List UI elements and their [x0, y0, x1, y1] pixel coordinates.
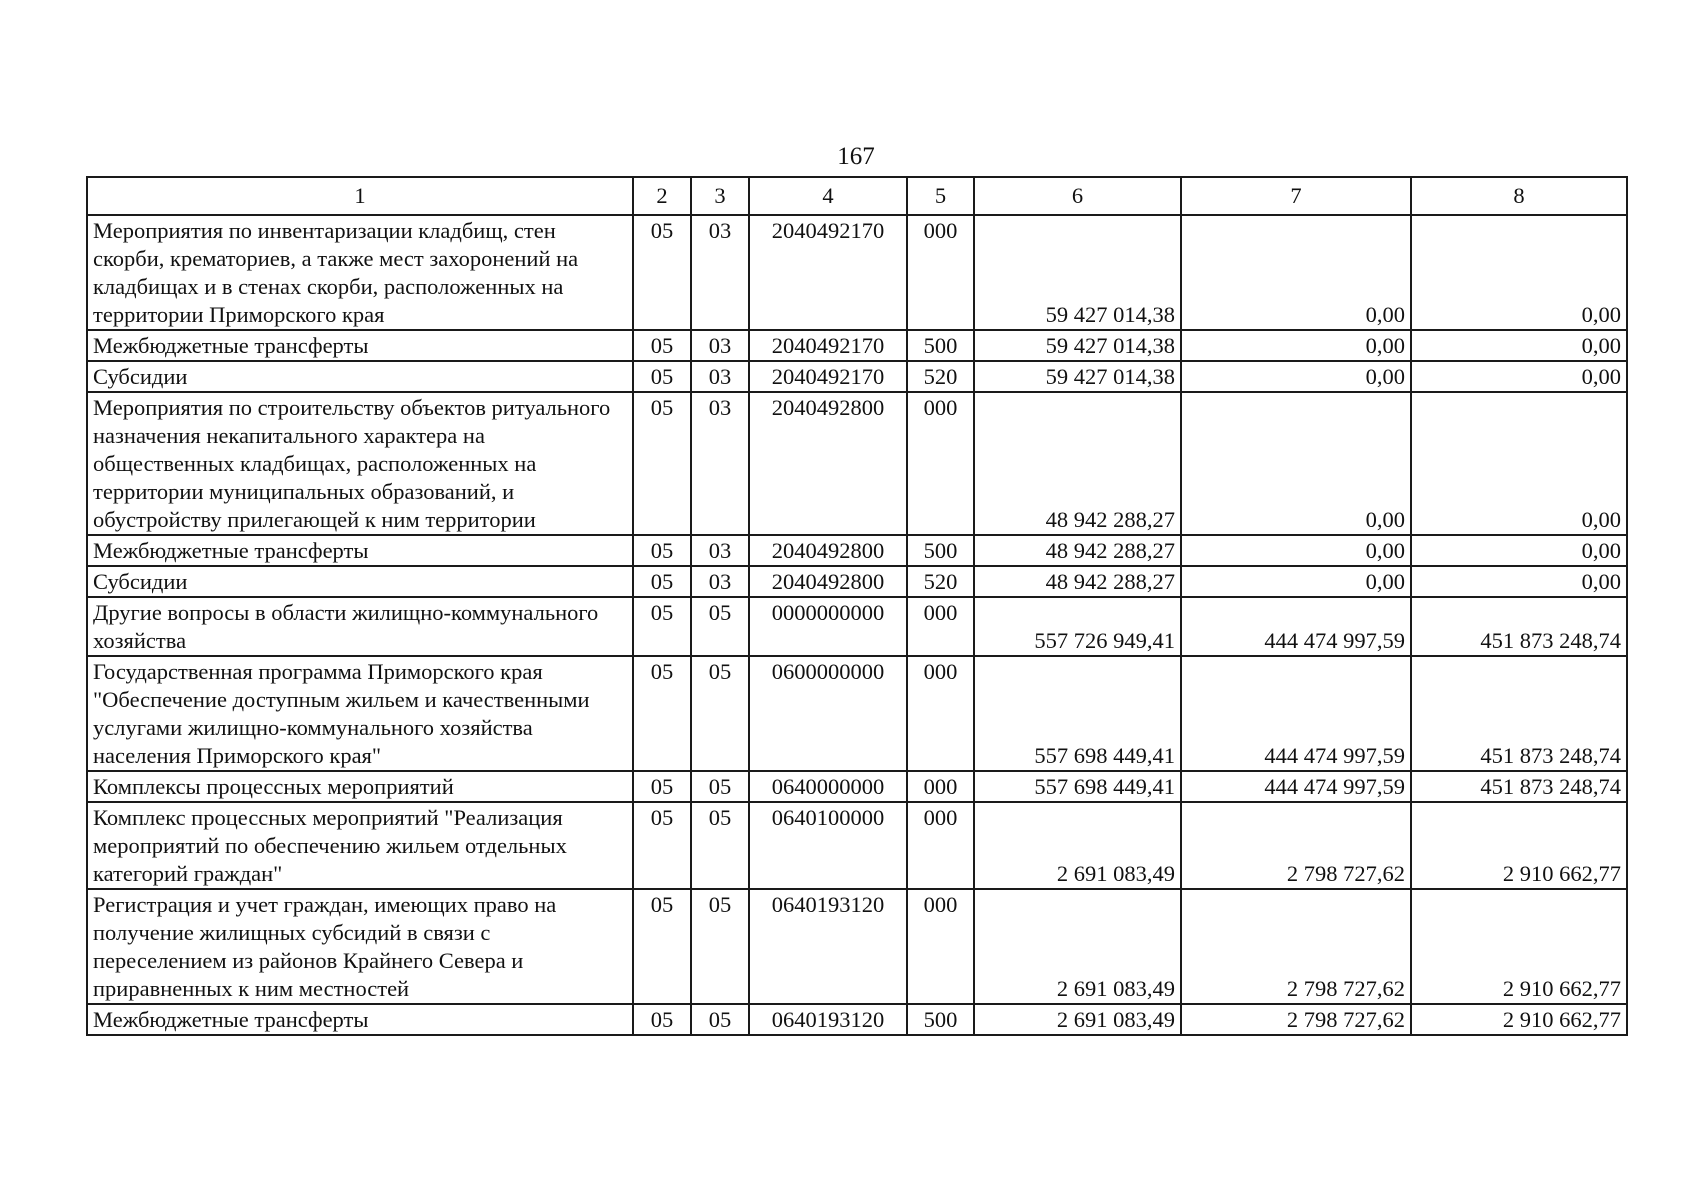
amount-col8: 0,00: [1411, 330, 1627, 361]
section-code: 05: [633, 566, 691, 597]
page-number: 167: [837, 143, 875, 170]
table-row: [87, 1004, 1627, 1035]
amount-col6: 48 942 288,27: [974, 535, 1181, 566]
section-code: 05: [633, 889, 691, 1004]
subsection-code: 03: [691, 535, 749, 566]
amount-col8: 0,00: [1411, 566, 1627, 597]
amount-col7: 0,00: [1181, 215, 1411, 330]
amount-col6: 557 698 449,41: [974, 771, 1181, 802]
target-article-code: 2040492170: [749, 361, 907, 392]
target-article-code: 2040492170: [749, 215, 907, 330]
amount-col6: 557 726 949,41: [974, 597, 1181, 656]
expense-type-code: 500: [907, 1004, 974, 1035]
table-row: [87, 597, 1627, 656]
amount-col7: 444 474 997,59: [1181, 656, 1411, 771]
amount-col6: 59 427 014,38: [974, 330, 1181, 361]
column-header: 8: [1411, 177, 1627, 215]
amount-col6: 2 691 083,49: [974, 889, 1181, 1004]
amount-col7: 2 798 727,62: [1181, 1004, 1411, 1035]
table-row: [87, 802, 1627, 889]
table-row: [87, 330, 1627, 361]
column-header: 7: [1181, 177, 1411, 215]
amount-col6: 557 698 449,41: [974, 656, 1181, 771]
row-name: Комплекс процессных мероприятий "Реализация мероприятий по обеспечению жильем отдельных категорий граждан": [87, 802, 633, 889]
expense-type-code: 000: [907, 802, 974, 889]
row-name: Субсидии: [87, 361, 633, 392]
amount-col8: 0,00: [1411, 535, 1627, 566]
amount-col6: 2 691 083,49: [974, 1004, 1181, 1035]
section-code: 05: [633, 597, 691, 656]
section-code: 05: [633, 392, 691, 535]
amount-col8: 0,00: [1411, 361, 1627, 392]
table-row: [87, 361, 1627, 392]
expense-type-code: 500: [907, 330, 974, 361]
subsection-code: 03: [691, 392, 749, 535]
target-article-code: 0600000000: [749, 656, 907, 771]
row-name: Государственная программа Приморского края "Обеспечение доступным жильем и качественными услугами жилищно-коммунального хозяйства населения Приморского края": [87, 656, 633, 771]
amount-col8: 451 873 248,74: [1411, 771, 1627, 802]
subsection-code: 03: [691, 215, 749, 330]
table-row: [87, 535, 1627, 566]
expense-type-code: 500: [907, 535, 974, 566]
table-row: [87, 392, 1627, 535]
row-name: Мероприятия по строительству объектов ритуального назначения некапитального характера на общественных кладбищах, расположенных на территории муниципальных образований, и обустройству прилегающей к ним территории: [87, 392, 633, 535]
budget-table: [86, 176, 1628, 1036]
target-article-code: 0640000000: [749, 771, 907, 802]
subsection-code: 05: [691, 597, 749, 656]
expense-type-code: 000: [907, 656, 974, 771]
expense-type-code: 520: [907, 361, 974, 392]
amount-col7: 0,00: [1181, 566, 1411, 597]
subsection-code: 03: [691, 566, 749, 597]
column-header: 1: [87, 177, 633, 215]
table-row: [87, 656, 1627, 771]
target-article-code: 0640193120: [749, 889, 907, 1004]
subsection-code: 05: [691, 889, 749, 1004]
column-header: 6: [974, 177, 1181, 215]
amount-col7: 2 798 727,62: [1181, 889, 1411, 1004]
section-code: 05: [633, 771, 691, 802]
section-code: 05: [633, 535, 691, 566]
amount-col8: 2 910 662,77: [1411, 889, 1627, 1004]
amount-col7: 444 474 997,59: [1181, 597, 1411, 656]
row-name: Межбюджетные трансферты: [87, 1004, 633, 1035]
column-header: 3: [691, 177, 749, 215]
section-code: 05: [633, 361, 691, 392]
target-article-code: 0640193120: [749, 1004, 907, 1035]
row-name: Регистрация и учет граждан, имеющих право на получение жилищных субсидий в связи с переселением из районов Крайнего Севера и приравненных к ним местностей: [87, 889, 633, 1004]
row-name: Межбюджетные трансферты: [87, 330, 633, 361]
section-code: 05: [633, 215, 691, 330]
row-name: Комплексы процессных мероприятий: [87, 771, 633, 802]
amount-col8: 451 873 248,74: [1411, 597, 1627, 656]
amount-col8: 451 873 248,74: [1411, 656, 1627, 771]
subsection-code: 05: [691, 656, 749, 771]
row-name: Субсидии: [87, 566, 633, 597]
amount-col7: 0,00: [1181, 330, 1411, 361]
column-header: 2: [633, 177, 691, 215]
amount-col6: 59 427 014,38: [974, 215, 1181, 330]
subsection-code: 05: [691, 1004, 749, 1035]
amount-col6: 48 942 288,27: [974, 566, 1181, 597]
row-name: Межбюджетные трансферты: [87, 535, 633, 566]
target-article-code: 2040492170: [749, 330, 907, 361]
column-header: 5: [907, 177, 974, 215]
amount-col7: 0,00: [1181, 535, 1411, 566]
subsection-code: 03: [691, 330, 749, 361]
amount-col8: 0,00: [1411, 215, 1627, 330]
amount-col8: 0,00: [1411, 392, 1627, 535]
amount-col7: 0,00: [1181, 361, 1411, 392]
table-row: [87, 771, 1627, 802]
target-article-code: 0640100000: [749, 802, 907, 889]
section-code: 05: [633, 1004, 691, 1035]
expense-type-code: 520: [907, 566, 974, 597]
amount-col7: 444 474 997,59: [1181, 771, 1411, 802]
target-article-code: 2040492800: [749, 535, 907, 566]
expense-type-code: 000: [907, 889, 974, 1004]
target-article-code: 2040492800: [749, 566, 907, 597]
subsection-code: 05: [691, 771, 749, 802]
expense-type-code: 000: [907, 771, 974, 802]
amount-col8: 2 910 662,77: [1411, 802, 1627, 889]
amount-col6: 59 427 014,38: [974, 361, 1181, 392]
header-row: [87, 177, 1627, 215]
subsection-code: 05: [691, 802, 749, 889]
expense-type-code: 000: [907, 215, 974, 330]
column-header: 4: [749, 177, 907, 215]
section-code: 05: [633, 330, 691, 361]
table-row: [87, 566, 1627, 597]
table-row: [87, 215, 1627, 330]
target-article-code: 2040492800: [749, 392, 907, 535]
section-code: 05: [633, 802, 691, 889]
amount-col8: 2 910 662,77: [1411, 1004, 1627, 1035]
section-code: 05: [633, 656, 691, 771]
expense-type-code: 000: [907, 597, 974, 656]
amount-col7: 2 798 727,62: [1181, 802, 1411, 889]
amount-col7: 0,00: [1181, 392, 1411, 535]
expense-type-code: 000: [907, 392, 974, 535]
table-row: [87, 889, 1627, 1004]
amount-col6: 2 691 083,49: [974, 802, 1181, 889]
target-article-code: 0000000000: [749, 597, 907, 656]
amount-col6: 48 942 288,27: [974, 392, 1181, 535]
subsection-code: 03: [691, 361, 749, 392]
row-name: Мероприятия по инвентаризации кладбищ, стен скорби, крематориев, а также мест захоронений на кладбищах и в стенах скорби, расположенных на территории Приморского края: [87, 215, 633, 330]
row-name: Другие вопросы в области жилищно-коммунального хозяйства: [87, 597, 633, 656]
